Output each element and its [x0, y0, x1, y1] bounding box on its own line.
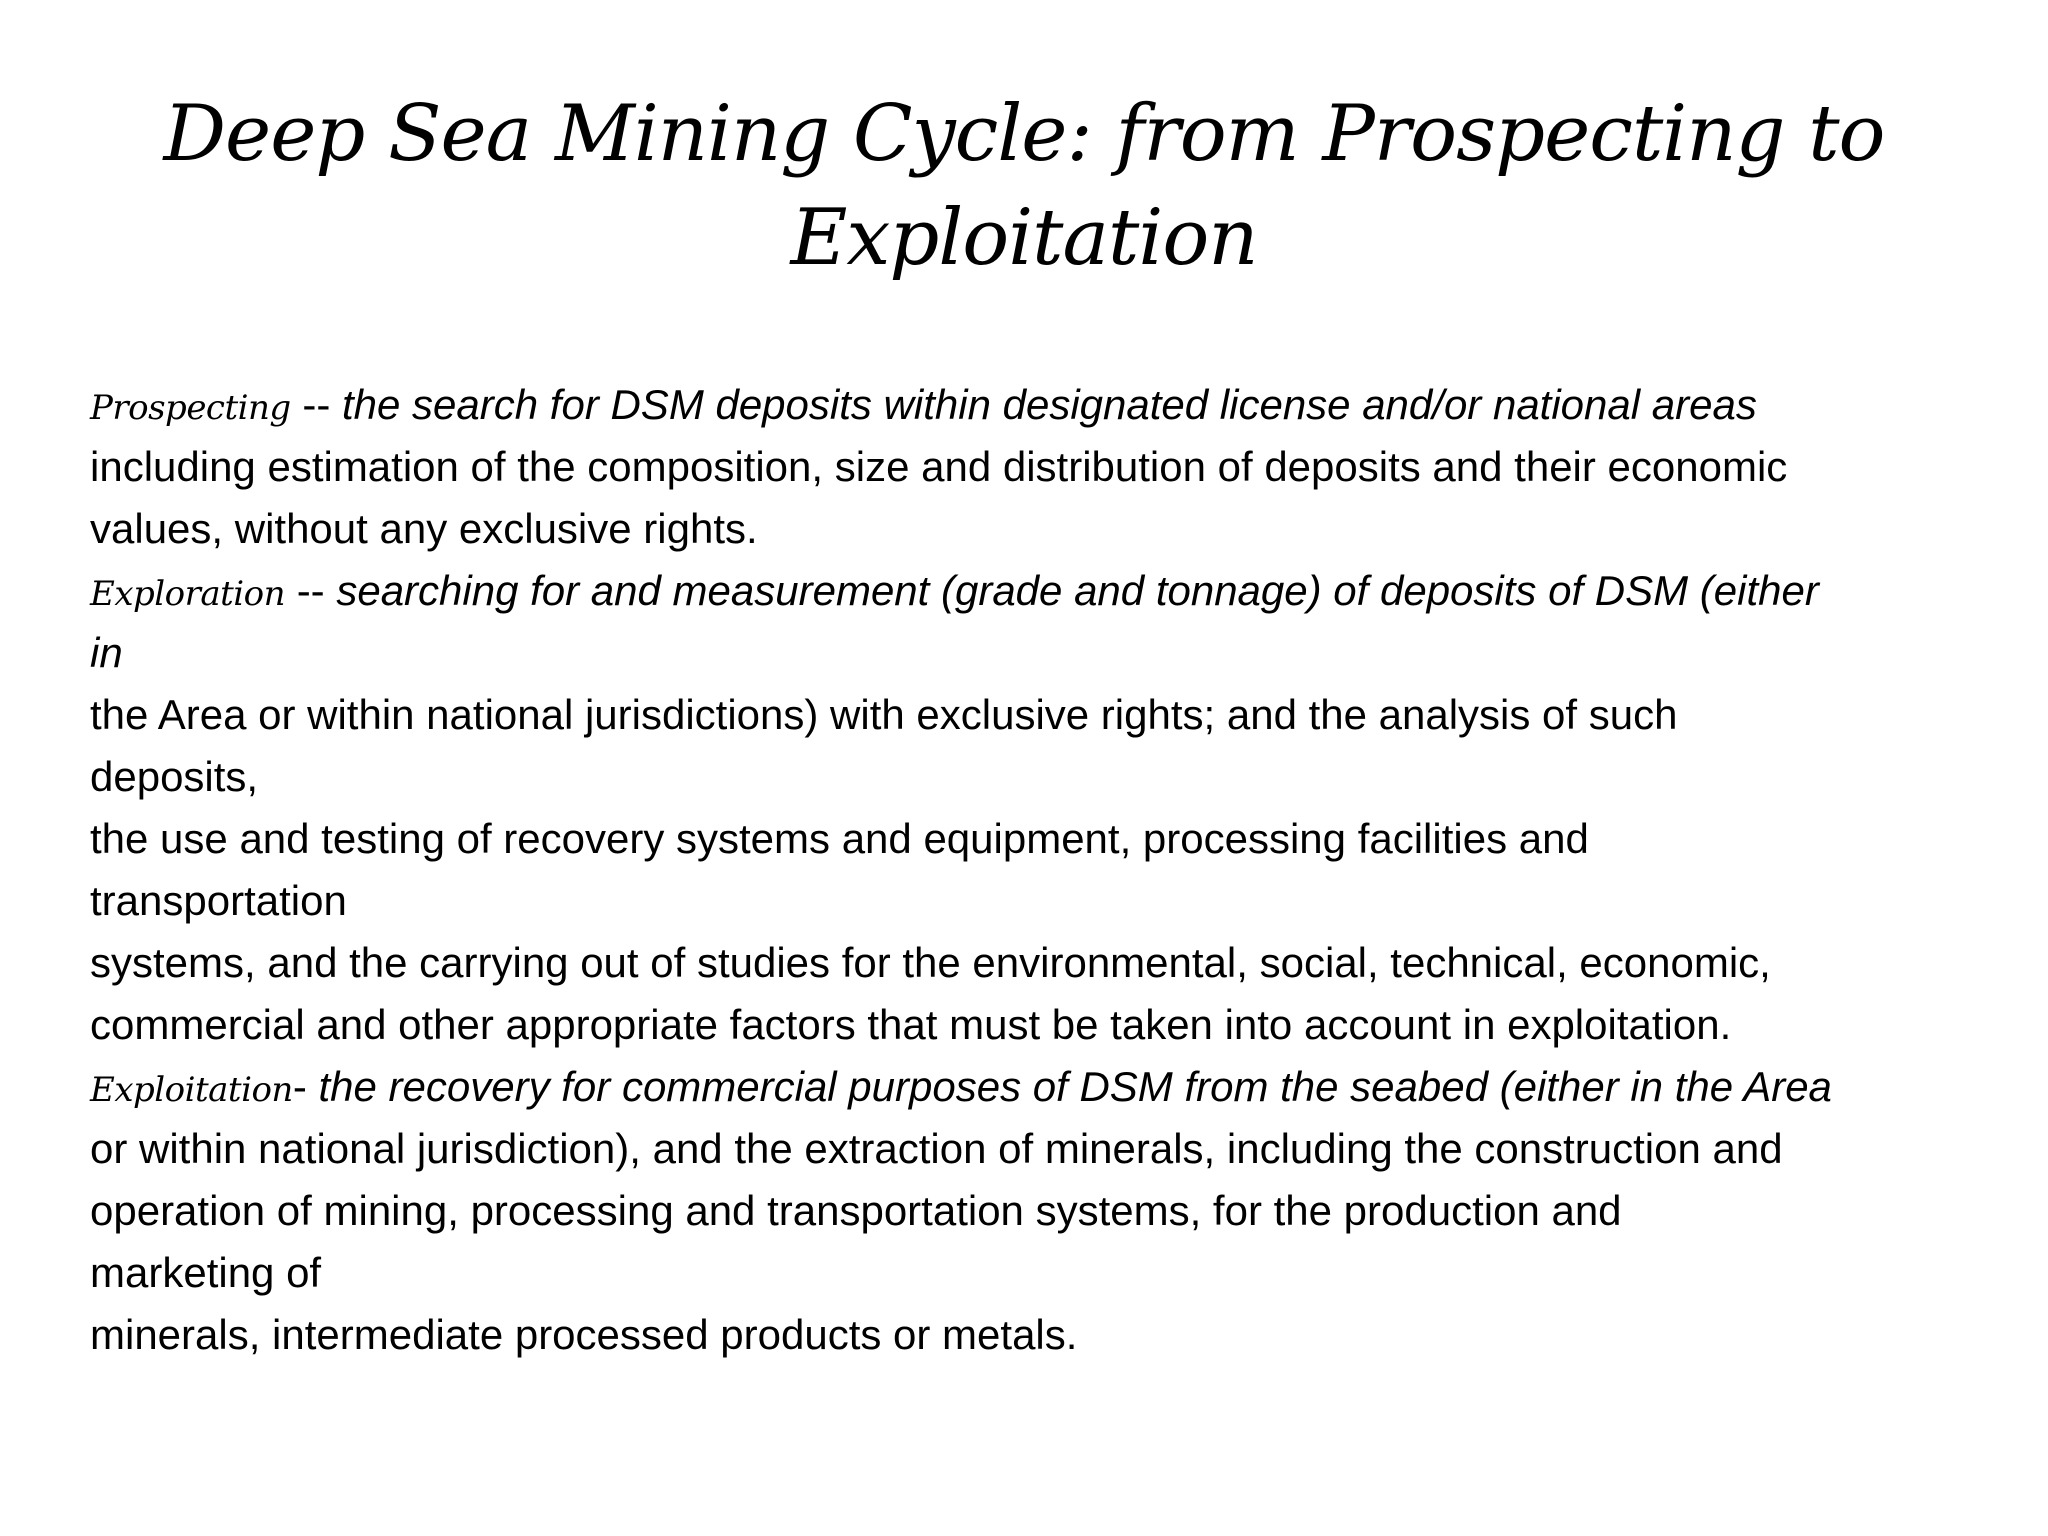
exploration-line-3: the use and testing of recovery systems and equipment, processing facilities and — [90, 815, 1589, 862]
exploration-definition: searching for and measurement (grade and tonnage) of deposits of DSM (either — [336, 567, 1819, 614]
exploration-line-2: deposits, — [90, 753, 259, 800]
exploitation-line-2: operation of mining, processing and transportation systems, for the production and — [90, 1187, 1622, 1234]
slide-title — [0, 82, 2048, 290]
exploitation-line-4: minerals, intermediate processed products or metals. — [90, 1311, 1078, 1358]
exploration-heading-line — [90, 560, 2040, 622]
exploitation-separator: - — [292, 1063, 319, 1110]
prospecting-separator: -- — [290, 381, 342, 428]
exploitation-heading-line — [90, 1056, 2040, 1118]
prospecting-heading-line — [90, 374, 2040, 436]
exploration-separator: -- — [285, 567, 337, 614]
exploitation-term: Exploitation — [90, 1070, 293, 1110]
exploitation-definition: the recovery for commercial purposes of DSM from the seabed (either in the Area — [318, 1063, 1832, 1110]
exploration-line-5: systems, and the carrying out of studies for the environmental, social, technical, economic, — [90, 939, 1771, 986]
prospecting-line-2: values, without any exclusive rights. — [90, 505, 758, 552]
exploitation-line-1: or within national jurisdiction), and the extraction of minerals, including the construction and — [90, 1125, 1783, 1172]
exploration-definition-wrap: in — [90, 629, 123, 676]
prospecting-line-1: including estimation of the composition, size and distribution of deposits and their economic — [90, 443, 1788, 490]
exploration-line-1: the Area or within national jurisdictions) with exclusive rights; and the analysis of such — [90, 691, 1678, 738]
prospecting-definition: the search for DSM deposits within designated license and/or national areas — [342, 381, 1757, 428]
title-line-2: Exploitation — [790, 193, 1258, 283]
title-line-1: Deep Sea Mining Cycle: from Prospecting to — [163, 89, 1885, 179]
prospecting-term: Prospecting — [90, 388, 291, 428]
exploration-line-6: commercial and other appropriate factors that must be taken into account in exploitation. — [90, 1001, 1732, 1048]
slide-body — [90, 374, 2040, 1366]
exploration-term: Exploration — [90, 574, 286, 614]
exploitation-line-3: marketing of — [90, 1249, 322, 1296]
exploration-line-4: transportation — [90, 877, 347, 924]
